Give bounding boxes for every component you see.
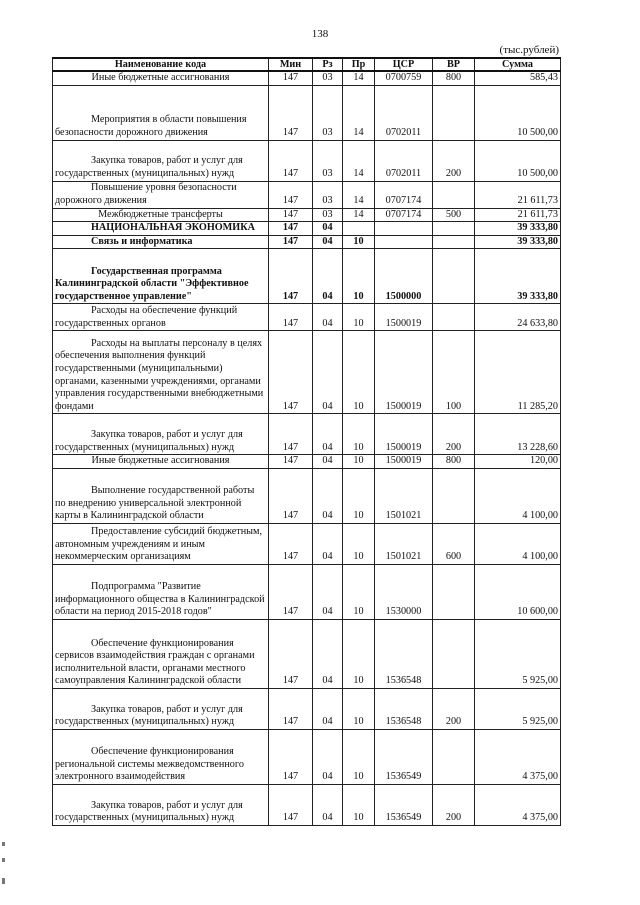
col-header-pr: Пр xyxy=(343,58,375,71)
cell-min: 147 xyxy=(269,523,313,564)
cell-pr: 14 xyxy=(343,208,375,222)
cell-rz: 04 xyxy=(313,414,343,455)
cell-name: Мероприятия в области повышения безопасности дорожного движения xyxy=(53,85,269,140)
cell-sum: 4 375,00 xyxy=(475,784,561,825)
cell-min: 147 xyxy=(269,71,313,85)
cell-vr xyxy=(433,304,475,331)
cell-name: Подпрограмма "Развитие информационного общества в Калининградской области на период 2015-2018 годов" xyxy=(53,564,269,619)
cell-rz: 03 xyxy=(313,140,343,181)
cell-min: 147 xyxy=(269,304,313,331)
cell-vr: 800 xyxy=(433,455,475,469)
cell-vr: 200 xyxy=(433,414,475,455)
cell-name: Расходы на выплаты персоналу в целях обеспечения выполнения функций государственными (муниципальными) органами, казенными учреждениями, органами управления государственными внебюджетными фондами xyxy=(53,331,269,414)
cell-name: Повышение уровня безопасности дорожного движения xyxy=(53,181,269,208)
table-row xyxy=(53,414,561,455)
budget-table xyxy=(52,57,561,826)
cell-csr xyxy=(375,235,433,249)
cell-rz: 03 xyxy=(313,181,343,208)
table-row xyxy=(53,468,561,523)
col-header-sum: Сумма xyxy=(475,58,561,71)
cell-name: Закупка товаров, работ и услуг для государственных (муниципальных) нужд xyxy=(53,784,269,825)
cell-csr: 1536548 xyxy=(375,688,433,729)
cell-csr: 1500019 xyxy=(375,414,433,455)
cell-vr xyxy=(433,619,475,688)
left-margin-mark xyxy=(2,842,5,846)
cell-min: 147 xyxy=(269,729,313,784)
cell-rz: 04 xyxy=(313,331,343,414)
cell-sum: 4 375,00 xyxy=(475,729,561,784)
cell-sum: 10 500,00 xyxy=(475,85,561,140)
cell-sum: 39 333,80 xyxy=(475,235,561,249)
table-row xyxy=(53,784,561,825)
page-number: 138 xyxy=(311,28,329,40)
cell-name: Закупка товаров, работ и услуг для государственных (муниципальных) нужд xyxy=(53,688,269,729)
cell-min: 147 xyxy=(269,455,313,469)
cell-vr xyxy=(433,181,475,208)
cell-csr: 1500019 xyxy=(375,304,433,331)
cell-rz: 04 xyxy=(313,235,343,249)
col-header-name: Наименование кода xyxy=(53,58,269,71)
cell-name: Расходы на обеспечение функций государственных органов xyxy=(53,304,269,331)
cell-min: 147 xyxy=(269,619,313,688)
table-row xyxy=(53,729,561,784)
cell-vr: 200 xyxy=(433,784,475,825)
cell-min: 147 xyxy=(269,468,313,523)
cell-pr: 10 xyxy=(343,564,375,619)
cell-pr: 10 xyxy=(343,414,375,455)
units-note: (тыс.рублей) xyxy=(499,44,559,56)
cell-sum: 5 925,00 xyxy=(475,688,561,729)
cell-pr: 10 xyxy=(343,468,375,523)
cell-sum: 21 611,73 xyxy=(475,181,561,208)
cell-rz: 04 xyxy=(313,729,343,784)
cell-csr: 0702011 xyxy=(375,85,433,140)
cell-csr: 1536548 xyxy=(375,619,433,688)
cell-csr: 0702011 xyxy=(375,140,433,181)
cell-name: Выполнение государственной работы по внедрению универсальной электронной карты в Калининградской области xyxy=(53,468,269,523)
cell-vr xyxy=(433,729,475,784)
cell-vr: 600 xyxy=(433,523,475,564)
cell-min: 147 xyxy=(269,181,313,208)
cell-vr xyxy=(433,249,475,304)
cell-sum: 585,43 xyxy=(475,71,561,85)
cell-vr: 200 xyxy=(433,140,475,181)
cell-rz: 04 xyxy=(313,249,343,304)
cell-name: Государственная программа Калининградской области "Эффективное государственное управление" xyxy=(53,249,269,304)
header-row xyxy=(53,58,561,71)
cell-csr xyxy=(375,222,433,236)
cell-csr: 1536549 xyxy=(375,784,433,825)
cell-min: 147 xyxy=(269,85,313,140)
cell-name: Межбюджетные трансферты xyxy=(53,208,269,222)
cell-rz: 03 xyxy=(313,71,343,85)
cell-pr: 10 xyxy=(343,249,375,304)
cell-name: Связь и информатика xyxy=(53,235,269,249)
cell-pr: 10 xyxy=(343,784,375,825)
table-row xyxy=(53,564,561,619)
cell-csr: 0707174 xyxy=(375,208,433,222)
table-row xyxy=(53,455,561,469)
cell-pr: 14 xyxy=(343,85,375,140)
cell-rz: 04 xyxy=(313,523,343,564)
cell-sum: 120,00 xyxy=(475,455,561,469)
table-row xyxy=(53,222,561,236)
cell-min: 147 xyxy=(269,688,313,729)
cell-name: Закупка товаров, работ и услуг для государственных (муниципальных) нужд xyxy=(53,414,269,455)
cell-csr: 1501021 xyxy=(375,468,433,523)
cell-pr: 10 xyxy=(343,729,375,784)
table-row xyxy=(53,140,561,181)
cell-vr xyxy=(433,564,475,619)
cell-csr: 1500019 xyxy=(375,455,433,469)
col-header-vr: ВР xyxy=(433,58,475,71)
cell-csr: 0700759 xyxy=(375,71,433,85)
cell-vr: 800 xyxy=(433,71,475,85)
cell-vr: 500 xyxy=(433,208,475,222)
cell-pr: 10 xyxy=(343,523,375,564)
cell-rz: 04 xyxy=(313,688,343,729)
cell-vr: 100 xyxy=(433,331,475,414)
cell-name: Иные бюджетные ассигнования xyxy=(53,455,269,469)
left-margin-mark xyxy=(2,858,5,862)
cell-rz: 04 xyxy=(313,619,343,688)
table-row xyxy=(53,71,561,85)
cell-pr: 10 xyxy=(343,304,375,331)
cell-csr: 0707174 xyxy=(375,181,433,208)
cell-sum: 24 633,80 xyxy=(475,304,561,331)
cell-sum: 11 285,20 xyxy=(475,331,561,414)
table-row xyxy=(53,208,561,222)
col-header-min: Мин xyxy=(269,58,313,71)
table-row xyxy=(53,235,561,249)
cell-rz: 04 xyxy=(313,564,343,619)
cell-pr: 10 xyxy=(343,331,375,414)
cell-pr: 10 xyxy=(343,619,375,688)
cell-csr: 1501021 xyxy=(375,523,433,564)
table-row xyxy=(53,249,561,304)
cell-rz: 04 xyxy=(313,304,343,331)
table-row xyxy=(53,523,561,564)
table-row xyxy=(53,619,561,688)
cell-pr: 14 xyxy=(343,181,375,208)
cell-pr: 14 xyxy=(343,71,375,85)
cell-csr: 1536549 xyxy=(375,729,433,784)
cell-vr: 200 xyxy=(433,688,475,729)
cell-min: 147 xyxy=(269,140,313,181)
cell-csr: 1530000 xyxy=(375,564,433,619)
cell-name: Предоставление субсидий бюджетным, автономным учреждениям и иным некоммерческим организациям xyxy=(53,523,269,564)
cell-min: 147 xyxy=(269,208,313,222)
cell-sum: 39 333,80 xyxy=(475,222,561,236)
cell-vr xyxy=(433,468,475,523)
cell-rz: 04 xyxy=(313,784,343,825)
cell-sum: 39 333,80 xyxy=(475,249,561,304)
cell-pr xyxy=(343,222,375,236)
cell-pr: 10 xyxy=(343,455,375,469)
cell-name: Закупка товаров, работ и услуг для государственных (муниципальных) нужд xyxy=(53,140,269,181)
cell-rz: 04 xyxy=(313,222,343,236)
cell-pr: 10 xyxy=(343,688,375,729)
cell-name: Обеспечение функционирования региональной системы межведомственного электронного взаимодействия xyxy=(53,729,269,784)
cell-min: 147 xyxy=(269,564,313,619)
cell-name: Иные бюджетные ассигнования xyxy=(53,71,269,85)
cell-csr: 1500019 xyxy=(375,331,433,414)
cell-min: 147 xyxy=(269,414,313,455)
cell-sum: 10 500,00 xyxy=(475,140,561,181)
table-row xyxy=(53,181,561,208)
cell-sum: 5 925,00 xyxy=(475,619,561,688)
col-header-rz: Рз xyxy=(313,58,343,71)
cell-sum: 4 100,00 xyxy=(475,523,561,564)
cell-min: 147 xyxy=(269,222,313,236)
left-margin-mark xyxy=(2,878,5,884)
table-row xyxy=(53,331,561,414)
table-row xyxy=(53,304,561,331)
cell-pr: 10 xyxy=(343,235,375,249)
cell-name: Обеспечение функционирования сервисов взаимодействия граждан с органами исполнительной власти, органами местного самоуправления Калининградской области xyxy=(53,619,269,688)
cell-rz: 03 xyxy=(313,85,343,140)
table-row xyxy=(53,85,561,140)
cell-sum: 4 100,00 xyxy=(475,468,561,523)
cell-pr: 14 xyxy=(343,140,375,181)
table-row xyxy=(53,688,561,729)
cell-sum: 10 600,00 xyxy=(475,564,561,619)
cell-min: 147 xyxy=(269,235,313,249)
col-header-csr: ЦСР xyxy=(375,58,433,71)
cell-vr xyxy=(433,222,475,236)
cell-min: 147 xyxy=(269,331,313,414)
cell-vr xyxy=(433,235,475,249)
cell-rz: 04 xyxy=(313,455,343,469)
cell-min: 147 xyxy=(269,784,313,825)
cell-sum: 21 611,73 xyxy=(475,208,561,222)
cell-min: 147 xyxy=(269,249,313,304)
cell-csr: 1500000 xyxy=(375,249,433,304)
cell-name: НАЦИОНАЛЬНАЯ ЭКОНОМИКА xyxy=(53,222,269,236)
cell-rz: 04 xyxy=(313,468,343,523)
cell-rz: 03 xyxy=(313,208,343,222)
cell-sum: 13 228,60 xyxy=(475,414,561,455)
cell-vr xyxy=(433,85,475,140)
